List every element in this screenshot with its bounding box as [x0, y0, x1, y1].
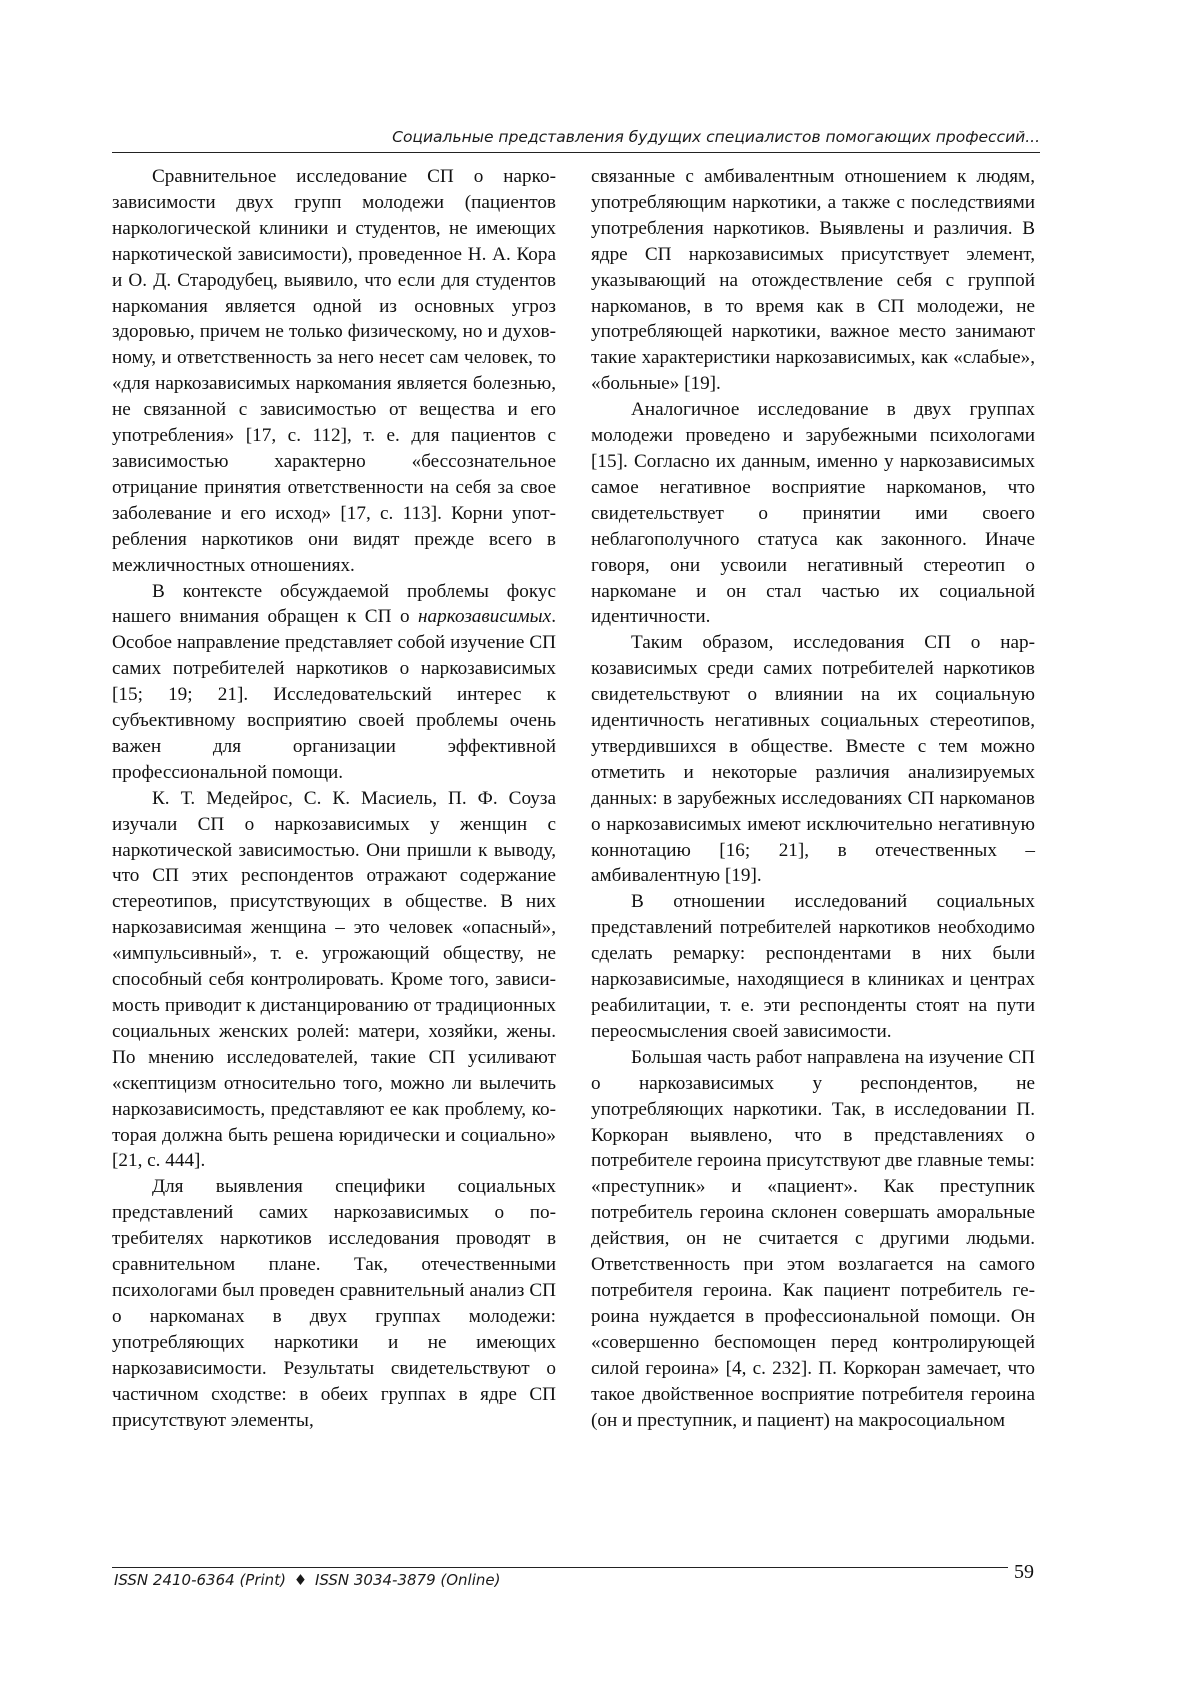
paragraph: Большая часть работ направлена на изучение СП о наркозависимых у респондентов, не употребляющих наркотики. Так, в исследовании П. Коркоран выявлено, что в представлениях о потребителе героина присутствуют две главные темы: «преступник» и «пациент». Как преступник потребитель героина склонен совершать аморальные действия, он не считается с другими людьми. Ответственность при этом возлагается на самого потребителя героина. Как пациент потребитель героина нуждается в профессиональной помощи. Он «совершенно беспомощен перед контролирующей силой героина» [4, с. 232]. П. Коркоран замечает, что такое двойственное восприятие потребителя героина (он и преступник, и пациент) на макросоциальном — [591, 1046, 1035, 1431]
running-title: Социальные представления будущих специалистов помогающих профессий... — [392, 128, 1040, 146]
paragraph: К. Т. Медейрос, С. К. Масиель, П. Ф. Соуза изучали СП о наркозависимых у женщин с наркотической зависимостью. Они пришли к выводу, что СП этих респондентов отражают содержание стереотипов, присутствующих в обществе. В них наркозависимая женщина – это человек «опасный», «импульсивный», т. е. угрожающий обществу, не способный себя контролировать. Кроме того, зависимость приводит к дистанцированию от традиционных социальных женских ролей: матери, хозяйки, жены. По мнению исследователей, такие СП усиливают «скептицизм относительно того, можно ли вылечить наркозависимость, представляют ее как проблему, которая должна быть решена юридически и социально» [21, с. 444]. — [112, 787, 556, 1172]
text-run: . Особое направление представляет собой изучение СП самих потребителей наркотиков о наркозависимых [15; 19; 21]. Исследовательский интерес к субъективному восприятию своей проблемы очень важен для организации эффективной профессиональной помощи. — [112, 606, 556, 783]
diamond-separator-icon: ♦ — [293, 1571, 308, 1589]
page-number: 59 — [1014, 1561, 1034, 1583]
text-run: В контексте обсуждаемой проблемы фокус нашего внимания обращен к СП о — [112, 580, 556, 628]
header-rule — [112, 152, 1040, 153]
paragraph: Аналогичное исследование в двух группах молодежи проведено и зарубежными психологами [15]. Согласно их данным, именно у наркозависимых самое негативное восприятие наркоманов, что свидетельствует о принятии ими своего неблагополучного статуса как законного. Иначе говоря, они усвоили негативный стереотип о наркомане и он стал частью их социальной идентичности. — [591, 399, 1035, 628]
issn-online: ISSN 3034-3879 (Online) — [314, 1571, 501, 1589]
paragraph: Для выявления специфики социальных представлений самих наркозависимых о потребителях наркотиков исследования проводят в сравнительном плане. Так, отечественными психологами был проведен сравнительный анализ СП о наркоманах в двух группах молодежи: употребляющих наркотики и не имеющих наркозависимости. Результаты свидетельствуют о частичном сходстве: в обеих группах в ядре СП присутствуют элементы, — [112, 1176, 556, 1431]
paragraph: В отношении исследований социальных представлений потребителей наркотиков необходимо сделать ремарку: респондентами в них были наркозависимые, находящиеся в клиниках и центрах реабилитации, т. е. эти респонденты стоят на пути переосмысления своей зависимости. — [591, 891, 1035, 1042]
emphasis-term: наркозависимых — [418, 606, 552, 628]
left-column — [112, 164, 556, 1433]
paragraph — [112, 579, 556, 786]
paragraph-continued: связанные с амбивалентным отношением к людям, употребляющим наркотики, а также с последствиями употребления наркотиков. Выявлены и различия. В ядре СП наркозависимых присутствует элемент, указывающий на отождествление себя с группой наркоманов, в то время как в СП молодежи, не употребляющей наркотики, важное место занимают такие характеристики наркозависимых, как «слабые», «больные» [19]. — [591, 166, 1035, 395]
right-column — [591, 164, 1035, 1433]
footer-rule — [112, 1567, 1008, 1568]
issn-print: ISSN 2410-6364 (Print) — [114, 1571, 286, 1589]
issn-line — [114, 1571, 500, 1589]
paragraph: Таким образом, исследования СП о наркозависимых среди самих потребителей наркотиков свидетельствуют о влиянии на их социальную идентичность негативных социальных стереотипов, утвердившихся в обществе. Вместе с тем можно отметить и некоторые различия анализируемых данных: в зарубежных исследованиях СП наркоманов о наркозависимых имеют исключительно негативную коннотацию [16; 21], в отечественных – амбивалентную [19]. — [591, 632, 1035, 887]
paragraph: Сравнительное исследование СП о наркозависимости двух групп молодежи (пациентов наркологической клиники и студентов, не имеющих наркотической зависимости), проведенное Н. А. Кора и О. Д. Стародубец, выявило, что если для студентов наркомания является одной из основных угроз здоровью, причем не только физическому, но и духовному, и ответственность за него несет сам человек, то «для наркозависимых наркомания является болезнью, не связанной с зависимостью от вещества и его употребления» [17, с. 112], т. е. для пациентов с зависимостью характерно «бессознательное отрицание принятия ответственности на себя за свое заболевание и его исход» [17, с. 113]. Корни употребления наркотиков они видят прежде всего в межличностных отношениях. — [112, 166, 556, 576]
